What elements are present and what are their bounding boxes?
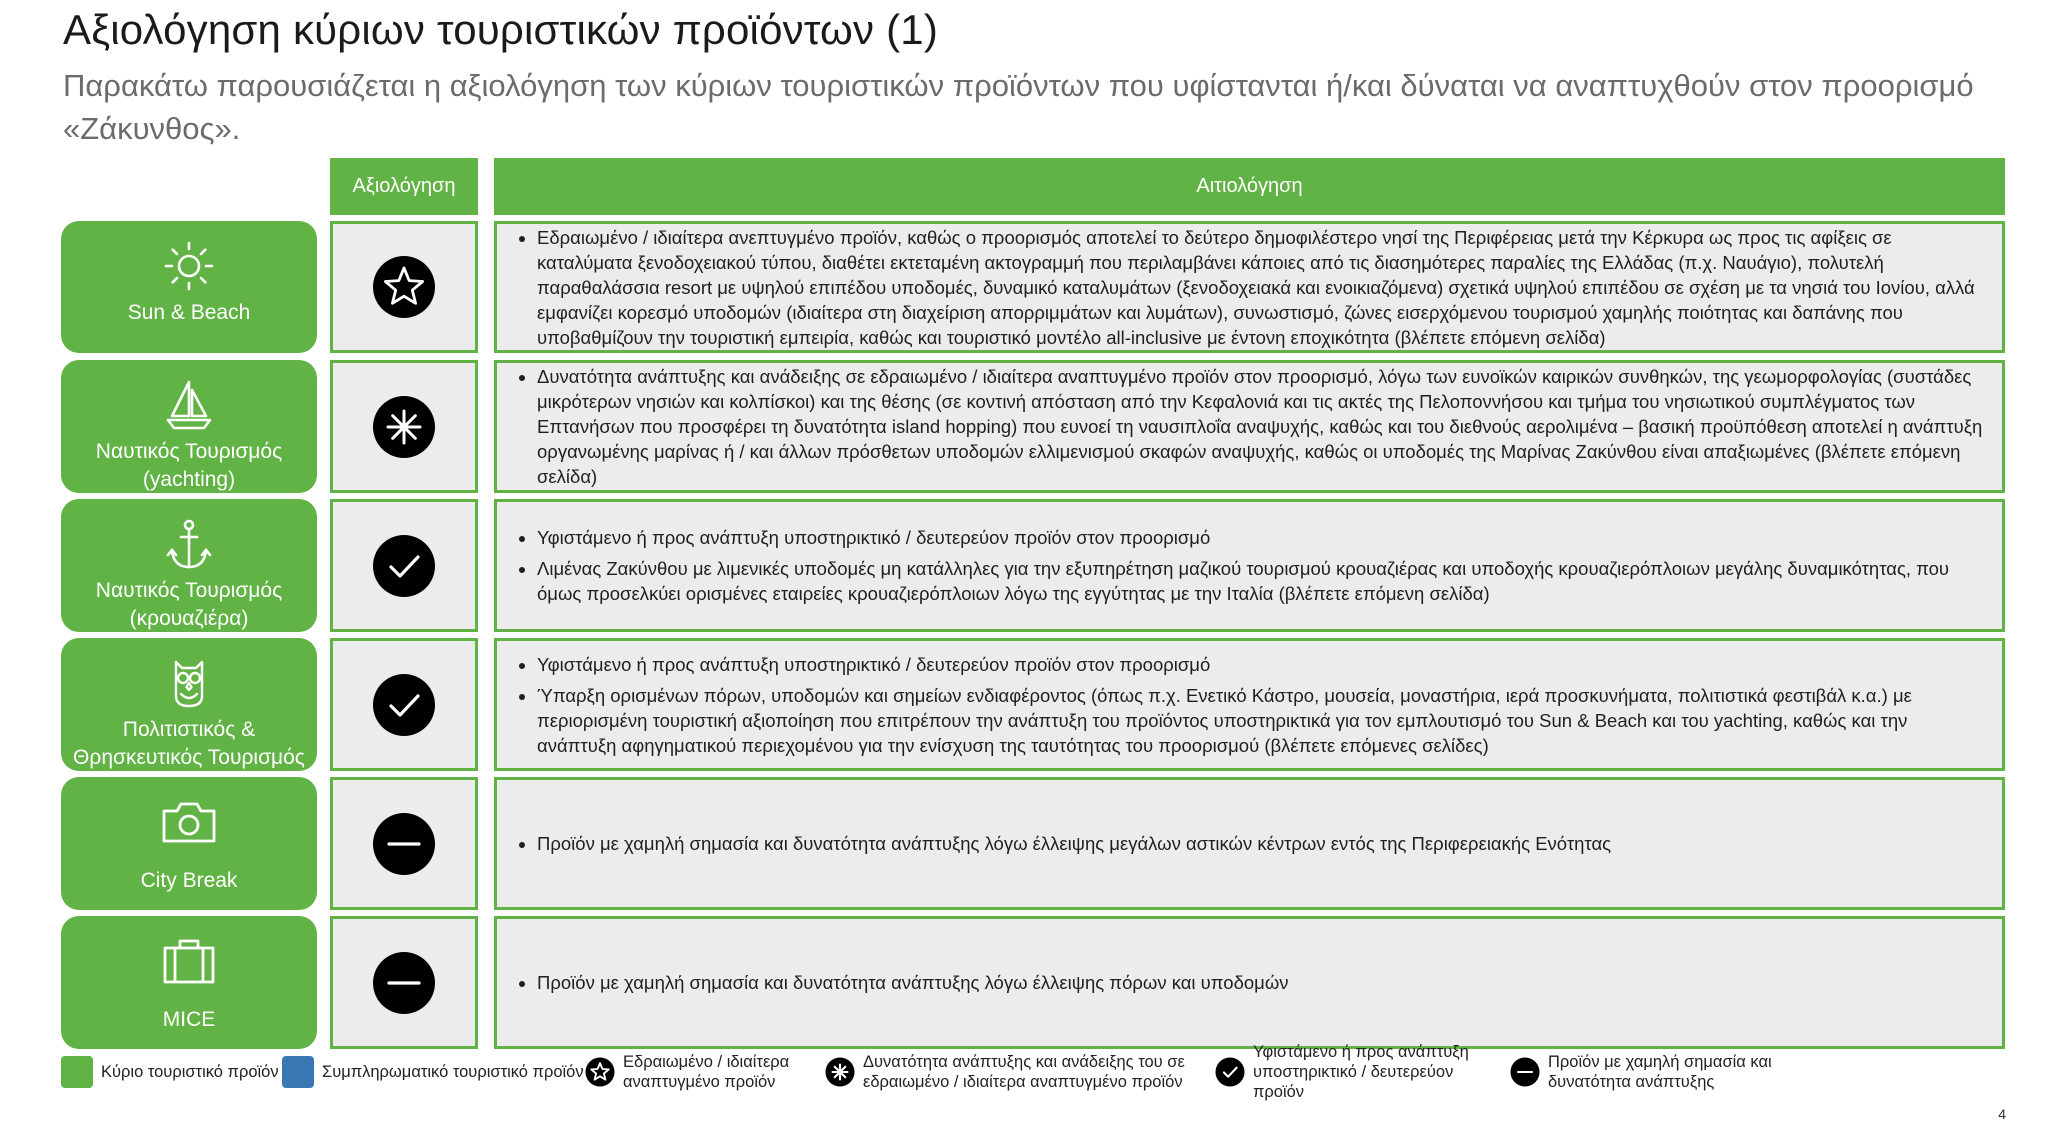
legend-supporting — [1215, 1043, 1475, 1101]
minus-icon — [372, 812, 436, 876]
legend-text: Υφιστάμενο ή προς ανάπτυξη υποστηρικτικό / δευτερεύον προϊόν — [1253, 1043, 1469, 1101]
check-icon — [372, 673, 436, 737]
legend-low — [1510, 1050, 1790, 1094]
product-label-line: Ναυτικός Τουρισμός — [95, 440, 283, 463]
product-label-line: MICE — [162, 1008, 216, 1031]
justification-cell — [494, 638, 2005, 771]
legend-text: Συμπληρωματικό τουριστικό προϊόν — [322, 1063, 584, 1081]
justification-cell — [494, 916, 2005, 1049]
minus-icon — [372, 951, 436, 1015]
justification-bullet: • Δυνατότητα ανάπτυξης και ανάδειξης σε εδραιωμένο / ιδιαίτερα αναπτυγμένο προϊόν στον προορισμό, λόγω των ευνοϊκών καιρικών συνθηκών, της γεωμορφολογίας (συστάδες μικρότερων νησιών και κολπίσκοι) και της θέσης (σε κοντινή απόσταση από την Κεφαλονιά και τις ακτές της Πελοποννήσου και τμήμα του νησιωτικού συμπλέγματος των Επτανήσων που προσφέρει τη δυνατότητα island hopping) που ευνοεί τη ναυσιπλοΐα αναψυχής, καθώς και του διεθνούς αερολιμένα – βασική προϋπόθεση αποτελεί η ανάπτυξη οργανωμένης μαρίνας ή / και άλλων πρόσθετων υποδομών ελλιμενισμού σκαφών αναψυχής, καθώς οι υποδομές της Μαρίνας Ζακύνθου είναι απαξιωμένες (βλέπετε επόμενη σελίδα) — [537, 364, 1984, 489]
owl-icon — [162, 656, 216, 710]
star-icon — [372, 255, 436, 319]
justification-bullet: • Ύπαρξη ορισμένων πόρων, υποδομών και σημείων ενδιαφέροντος (όπως π.χ. Ενετικό Κάστρο, μουσεία, μοναστήρια, ιερά προσκυνήματα, πολιτιστικά φεστιβάλ κ.α.) με περιορισμένη τουριστική αξιοποίηση που επιτρέπουν την ανάπτυξη του προϊόντος υποστηρικτικά για τον εμπλουτισμό του Sun & Beach και του yachting, καθώς και την ανάπτυξη αφηγηματικού περιεχομένου για την ενίσχυση της ταυτότητας του προορισμού (βλέπετε επόμενες σελίδες) — [537, 683, 1984, 758]
legend-main-product — [61, 1050, 279, 1094]
justification-bullet: • Λιμένας Ζακύνθου με λιμενικές υποδομές μη κατάλληλες για την εξυπηρέτηση μαζικού τουρισμού κρουαζιέρας και υποδοχής κρουαζιερόπλοιων μεγάλης δυναμικότητας, που όμως προσελκύει ορισμένες εταιρείες κρουαζιερόπλοιων λόγω της εγγύτητας με την Ιταλία (βλέπετε επόμενη σελίδα) — [537, 556, 1984, 606]
product-label — [61, 638, 317, 771]
main-product-swatch — [61, 1056, 93, 1088]
legend-potential — [825, 1050, 1195, 1094]
justification-cell — [494, 221, 2005, 353]
page-subtitle: Παρακάτω παρουσιάζεται η αξιολόγηση των κύριων τουριστικών προϊόντων που υφίστανται ή/και δύναται να αναπτυχθούν στον προορισμό «Ζάκυνθος». — [63, 68, 1974, 146]
product-label-line: Sun & Beach — [127, 301, 251, 324]
evaluation-cell — [330, 638, 478, 771]
product-label-line: (κρουαζιέρα) — [129, 607, 249, 630]
legend-established — [585, 1050, 805, 1094]
briefcase-icon — [161, 934, 217, 988]
product-label-line: Πολιτιστικός & — [122, 718, 256, 741]
product-label-line: Θρησκευτικός Τουρισμός — [73, 746, 305, 769]
legend-complementary-product — [282, 1050, 584, 1094]
justification-cell — [494, 499, 2005, 632]
product-label-line: (yachting) — [142, 468, 236, 491]
sailboat-icon — [162, 378, 216, 432]
camera-icon — [160, 795, 218, 849]
justification-bullet: • Προϊόν με χαμηλή σημασία και δυνατότητα ανάπτυξης λόγω έλλειψης μεγάλων αστικών κέντρων εντός της Περιφερειακής Ενότητας — [537, 831, 1611, 856]
product-label-line: Ναυτικός Τουρισμός — [95, 579, 283, 602]
asterisk-icon — [825, 1057, 855, 1087]
justification-bullet: • Προϊόν με χαμηλή σημασία και δυνατότητα ανάπτυξης λόγω έλλειψης πόρων και υποδομών — [537, 970, 1289, 995]
product-label — [61, 221, 317, 353]
check-icon — [372, 534, 436, 598]
page-number: 4 — [1998, 1106, 2006, 1122]
check-icon — [1215, 1057, 1245, 1087]
complementary-product-swatch — [282, 1056, 314, 1088]
justification-bullet: • Υφιστάμενο ή προς ανάπτυξη υποστηρικτικό / δευτερεύον προϊόν στον προορισμό — [537, 652, 1984, 677]
legend-text: Προϊόν με χαμηλή σημασία και δυνατότητα ανάπτυξης — [1548, 1053, 1772, 1091]
column-header-justification: Αιτιολόγηση — [494, 158, 2005, 215]
justification-cell — [494, 360, 2005, 493]
evaluation-cell — [330, 221, 478, 353]
product-label-line: City Break — [140, 869, 238, 892]
evaluation-cell — [330, 916, 478, 1049]
legend-text: Κύριο τουριστικό προϊόν — [101, 1063, 279, 1081]
product-label — [61, 360, 317, 493]
sun-icon — [162, 239, 216, 293]
evaluation-cell — [330, 360, 478, 493]
legend-text: Δυνατότητα ανάπτυξης και ανάδειξης του σε εδραιωμένο / ιδιαίτερα αναπτυγμένο προϊόν — [863, 1053, 1185, 1091]
justification-bullet: • Υφιστάμενο ή προς ανάπτυξη υποστηρικτικό / δευτερεύον προϊόν στον προορισμό — [537, 525, 1984, 550]
asterisk-icon — [372, 395, 436, 459]
evaluation-cell — [330, 499, 478, 632]
page-title: Αξιολόγηση κύριων τουριστικών προϊόντων (1) — [63, 6, 939, 53]
product-label — [61, 499, 317, 632]
product-label — [61, 916, 317, 1049]
justification-cell — [494, 777, 2005, 910]
product-label — [61, 777, 317, 910]
column-header-evaluation: Αξιολόγηση — [330, 158, 478, 215]
legend-text: Εδραιωμένο / ιδιαίτερα αναπτυγμένο προϊόν — [623, 1053, 790, 1091]
justification-bullet: • Εδραιωμένο / ιδιαίτερα ανεπτυγμένο προϊόν, καθώς ο προορισμός αποτελεί το δεύτερο δημοφιλέστερο νησί της Περιφέρειας μετά την Κέρκυρα ως προς τις αφίξεις σε καταλύματα ξενοδοχειακού τύπου, διαθέτει εκτεταμένη ακτογραμμή που περιλαμβάνει κάποιες από τις διασημότερες παραλίες της Ελλάδας (π.χ. Ναυάγιο), πολυτελή παραθαλάσσια resort με υψηλού επιπέδου υποδομές, δυναμικό καταλυμάτων (ξενοδοχειακά και ενοικιαζόμενα) σχετικά υψηλού επιπέδου σε σχέση με τα νησιά του Ιονίου, αλλά εμφανίζει κορεσμό υποδομών (ιδιαίτερα στη διαχείριση απορριμμάτων και λυμάτων), συνωστισμό, ζώνες εισερχόμενου τουρισμού χαμηλής ποιότητας και δαπάνης που υποβαθμίζουν την τουριστική εμπειρία, καθώς και τουριστικό μοντέλο all-inclusive με έντονη εποχικότητα (βλέπετε επόμενη σελίδα) — [537, 225, 1984, 350]
anchor-icon — [162, 517, 216, 571]
minus-icon — [1510, 1057, 1540, 1087]
star-icon — [585, 1057, 615, 1087]
evaluation-cell — [330, 777, 478, 910]
